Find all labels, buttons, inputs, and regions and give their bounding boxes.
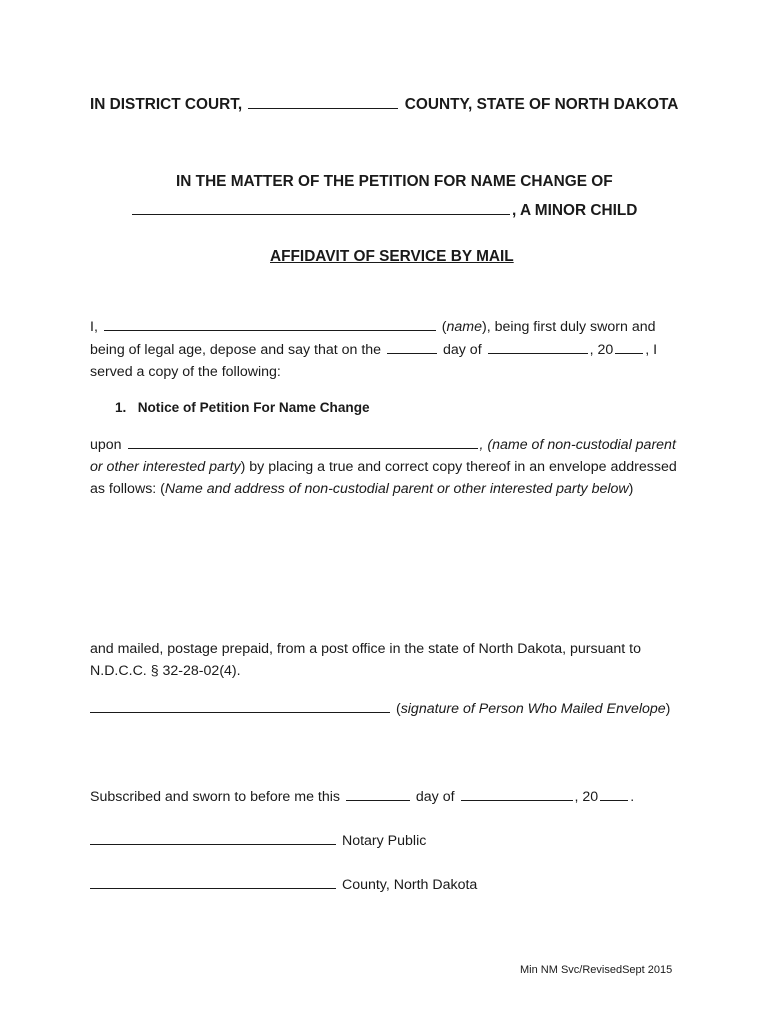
paren-open: ( xyxy=(395,701,401,717)
item-label: Notice of Petition For Name Change xyxy=(137,400,370,415)
notary-signature-blank[interactable] xyxy=(90,843,336,845)
matter-line-2-suffix: , A MINOR CHILD xyxy=(512,202,638,219)
document-title: AFFIDAVIT OF SERVICE BY MAIL xyxy=(270,248,514,265)
upon-line-2 xyxy=(90,459,677,475)
subscribed-text: . xyxy=(630,789,635,805)
signature-line xyxy=(90,701,670,717)
notary-county-blank[interactable] xyxy=(90,887,336,889)
upon-line-1 xyxy=(90,437,676,453)
matter-line-2 xyxy=(130,202,637,220)
intro-text: being of legal age, depose and say that on the xyxy=(90,342,382,358)
upon-text: as follows: ( xyxy=(90,481,165,497)
upon-text: upon xyxy=(90,437,122,453)
service-year-blank[interactable] xyxy=(615,352,643,354)
recipient-hint: , (name of non-custodial parent xyxy=(479,437,676,453)
intro-text: ), being first duly sworn and xyxy=(482,319,656,335)
address-area[interactable] xyxy=(90,505,680,635)
matter-line-1: IN THE MATTER OF THE PETITION FOR NAME CHANGE OF xyxy=(176,173,613,190)
notary-label: Notary Public xyxy=(341,833,427,849)
service-month-blank[interactable] xyxy=(488,352,588,354)
signature-hint: signature of Person Who Mailed Envelope xyxy=(400,701,666,717)
upon-line-3 xyxy=(90,481,633,497)
affiant-name-blank[interactable] xyxy=(104,329,436,331)
notary-line xyxy=(90,833,426,849)
subscribed-text: day of xyxy=(415,789,455,805)
intro-line-2 xyxy=(90,342,657,358)
recipient-name-blank[interactable] xyxy=(128,447,478,449)
court-header-prefix: IN DISTRICT COURT, xyxy=(90,96,243,113)
service-day-blank[interactable] xyxy=(387,352,437,354)
upon-text: ) by placing a true and correct copy thereof in an envelope addressed xyxy=(240,459,677,475)
county-line xyxy=(90,877,477,893)
subscribed-line xyxy=(90,789,634,805)
county-label: County, North Dakota xyxy=(341,877,478,893)
intro-line-3: served a copy of the following: xyxy=(90,364,281,380)
item-1 xyxy=(115,400,370,415)
intro-line-1 xyxy=(90,319,656,335)
minor-child-name-blank[interactable] xyxy=(132,213,510,215)
subscribed-text: Subscribed and sworn to before me this xyxy=(90,789,340,805)
court-header-suffix: COUNTY, STATE OF NORTH DAKOTA xyxy=(404,96,679,113)
mailed-line-2: N.D.C.C. § 32-28-02(4). xyxy=(90,663,241,679)
sworn-day-blank[interactable] xyxy=(346,799,410,801)
intro-text: , I xyxy=(645,342,658,358)
mailer-signature-blank[interactable] xyxy=(90,711,390,713)
court-header xyxy=(90,96,678,114)
item-number: 1. xyxy=(115,400,127,415)
name-hint: name xyxy=(446,319,483,335)
paren-open: ( xyxy=(441,319,447,335)
subscribed-text: , 20 xyxy=(574,789,599,805)
county-name-blank[interactable] xyxy=(248,107,398,109)
intro-text: day of xyxy=(442,342,482,358)
sworn-month-blank[interactable] xyxy=(461,799,573,801)
upon-text: ) xyxy=(628,481,634,497)
intro-text: I, xyxy=(90,319,98,335)
recipient-hint: or other interested party xyxy=(90,459,241,475)
intro-text: , 20 xyxy=(589,342,614,358)
address-hint: Name and address of non-custodial parent or other interested party below xyxy=(164,481,629,497)
mailed-line-1: and mailed, postage prepaid, from a post office in the state of North Dakota, pursuant to xyxy=(90,641,642,657)
sworn-year-blank[interactable] xyxy=(600,799,628,801)
paren-close: ) xyxy=(665,701,671,717)
form-revision-footer: Min NM Svc/RevisedSept 2015 xyxy=(520,964,673,976)
